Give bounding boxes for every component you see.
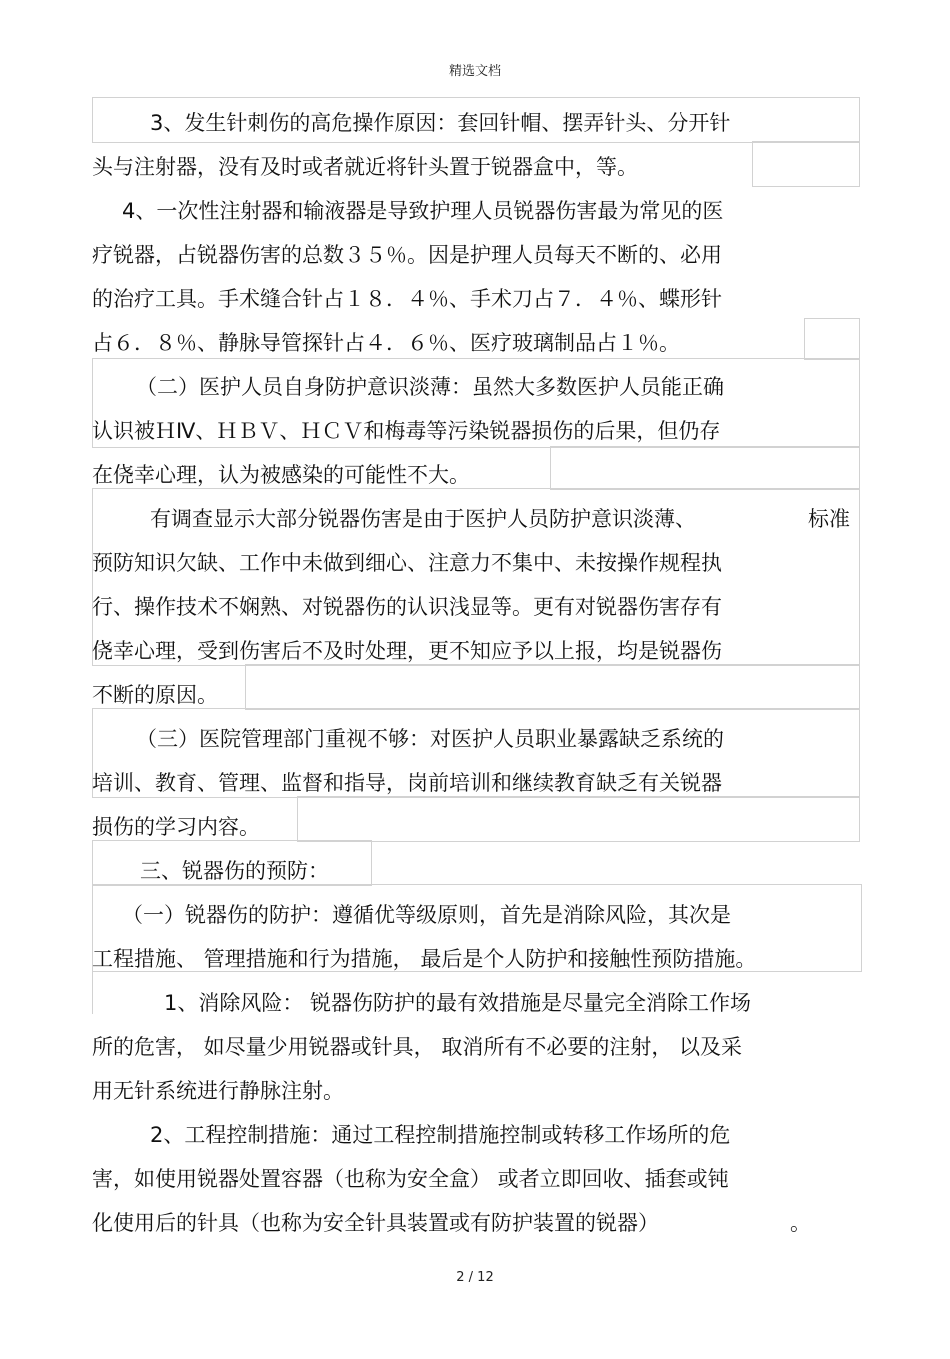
text-line: 预防知识欠缺、工作中未做到细心、注意力不集中、未按操作规程执 — [92, 551, 722, 575]
text-line: 。 — [790, 1211, 811, 1235]
text-line: 4、一次性注射器和输液器是导致护理人员锐器伤害最为常见的医 — [122, 199, 724, 223]
box-frame — [550, 446, 860, 490]
page-header: 精选文档 — [448, 64, 501, 79]
page-number: 2 / 12 — [456, 1270, 494, 1285]
box-frame — [752, 141, 860, 187]
text-line: 的治疗工具。手术缝合针占１８．４％、手术刀占７．４％、蝶形针 — [92, 287, 722, 311]
text-line: 化使用后的针具（也称为安全针具装置或有防护装置的锐器） — [92, 1211, 659, 1235]
text-line: 工程措施、 管理措施和行为措施， 最后是个人防护和接触性预防措施。 — [92, 947, 757, 971]
text-line: 占６．８％、静脉导管探针占４．６％、医疗玻璃制品占１％。 — [92, 331, 680, 355]
text-line: 在侥幸心理，认为被感染的可能性不大。 — [92, 463, 470, 487]
text-line: 标准 — [808, 507, 850, 531]
box-frame — [804, 318, 860, 360]
box-frame — [297, 796, 860, 842]
text-line: 疗锐器，占锐器伤害的总数３５％。因是护理人员每天不断的、必用 — [92, 243, 722, 267]
text-line: 培训、教育、管理、监督和指导，岗前培训和继续教育缺乏有关锐器 — [92, 771, 722, 795]
text-line: 2、工程控制措施：通过工程控制措施控制或转移工作场所的危 — [150, 1123, 731, 1147]
text-line: 3、发生针刺伤的高危操作原因：套回针帽、摆弄针头、分开针 — [150, 111, 731, 135]
text-line: 行、操作技术不娴熟、对锐器伤的认识浅显等。更有对锐器伤害存有 — [92, 595, 722, 619]
text-line: （三）医院管理部门重视不够：对医护人员职业暴露缺乏系统的 — [136, 727, 724, 751]
text-line: 认识被ＨⅣ、ＨＢＶ、ＨＣＶ和梅毒等污染锐器损伤的后果，但仍存 — [92, 419, 721, 443]
text-line: 1、消除风险： 锐器伤防护的最有效措施是尽量完全消除工作场 — [164, 991, 752, 1015]
text-line: 损伤的学习内容。 — [92, 815, 260, 839]
text-line: 不断的原因。 — [92, 683, 218, 707]
text-line: 侥幸心理，受到伤害后不及时处理，更不知应予以上报，均是锐器伤 — [92, 639, 722, 663]
text-line: 害，如使用锐器处置容器（也称为安全盒） 或者立即回收、插套或钝 — [92, 1167, 729, 1191]
text-line: 头与注射器，没有及时或者就近将针头置于锐器盒中，等。 — [92, 155, 638, 179]
section-heading: 三、锐器伤的预防： — [140, 859, 329, 883]
box-frame — [245, 664, 860, 710]
text-line: 有调查显示大部分锐器伤害是由于医护人员防护意识淡薄、 — [150, 507, 696, 531]
text-line: （二）医护人员自身防护意识淡薄：虽然大多数医护人员能正确 — [136, 375, 724, 399]
text-line: （一）锐器伤的防护：遵循优等级原则，首先是消除风险，其次是 — [122, 903, 731, 927]
box-edge — [92, 970, 93, 1014]
text-line: 用无针系统进行静脉注射。 — [92, 1079, 344, 1103]
text-line: 所的危害， 如尽量少用锐器或针具， 取消所有不必要的注射， 以及采 — [92, 1035, 743, 1059]
